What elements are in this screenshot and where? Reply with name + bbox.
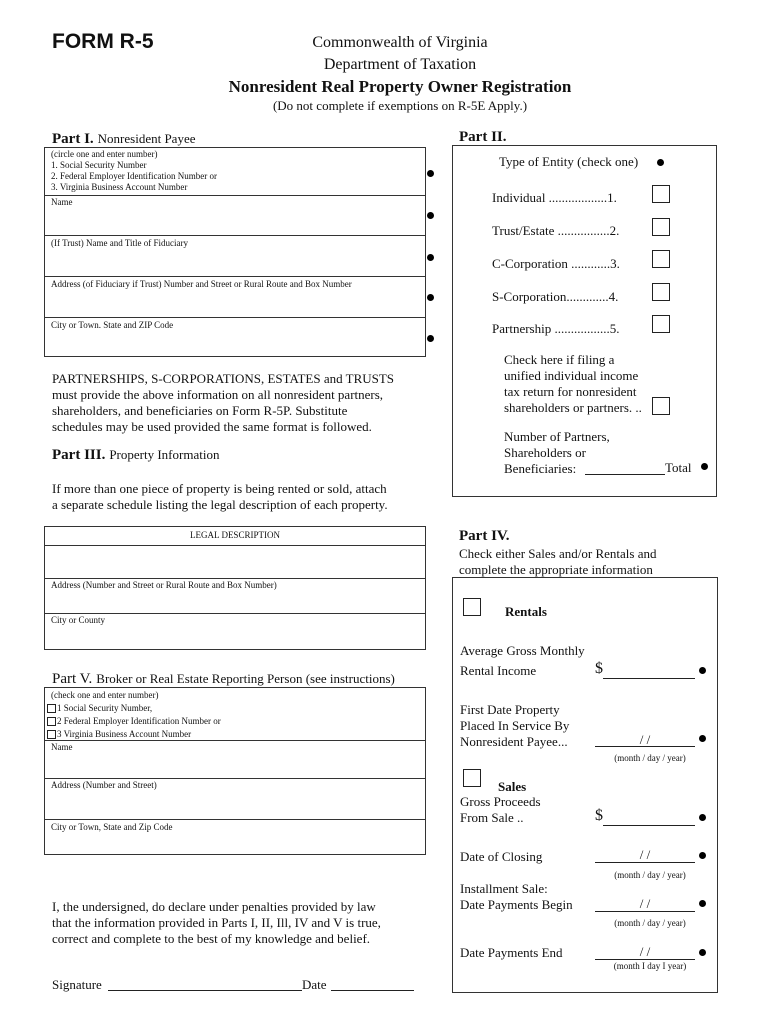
number-partners-line[interactable] [585,474,665,475]
entity-individual-label: Individual ..................1. [492,190,617,205]
declaration-text: I, the undersigned, do declare under penalties provided by law that the information provided in Parts I, II, Ill, IV and V is true, correct and complete to the best of my knowledge and belief. [52,899,381,946]
rental-income-line[interactable] [603,678,695,679]
payee-address-field[interactable]: Address (of Fiduciary if Trust) Number and Street or Rural Route and Box Number [51,279,352,289]
bullet [427,212,434,219]
partnership-note: PARTNERSHIPS, S-CORPORATIONS, ESTATES and TRUSTS must provide the above information on all nonresident partners, shareholders, and beneficiaries on Form R-5P. Substitute schedules may be used provided the same format is followed. [52,371,395,434]
entity-scorp-checkbox[interactable] [652,283,670,301]
payee-city-field[interactable]: City or Town. State and ZIP Code [51,320,174,330]
bullet [701,463,708,470]
entity-individual-checkbox[interactable] [652,185,670,203]
broker-name-field[interactable]: Name [51,742,73,752]
closing-date-hint: (month / day / year) [614,870,686,880]
fiduciary-field[interactable]: (If Trust) Name and Title of Fiduciary [51,238,188,248]
signature-line[interactable] [108,990,302,991]
bullet [699,852,706,859]
payments-end-line[interactable] [595,959,695,960]
broker-option-1-checkbox[interactable] [47,704,56,713]
entity-ccorp-checkbox[interactable] [652,250,670,268]
first-date-hint: (month / day / year) [614,753,686,763]
part4-box [452,577,718,993]
closing-date-label: Date of Closing [460,849,543,864]
broker-option-2-label: 2 Federal Employer Identification Number or [57,716,221,726]
broker-option-2-checkbox[interactable] [47,717,56,726]
part2-entity-box [452,145,717,497]
broker-option-3-label: 3 Virginia Business Account Number [57,729,192,739]
payments-end-label: Date Payments End [460,945,563,960]
closing-date-line[interactable] [595,862,695,863]
department-name: Department of Taxation [323,56,477,73]
entity-scorp-label: S-Corporation.............4. [492,289,619,304]
first-date-label: First Date Property Placed In Service By Nonresident Payee... [460,702,570,749]
broker-option-3-checkbox[interactable] [47,730,56,739]
first-date-slashes: / / [639,732,651,747]
broker-city-field[interactable]: City or Town, State and Zip Code [51,822,173,832]
gross-proceeds-line[interactable] [603,825,695,826]
number-partners-text: Number of Partners, Shareholders or Beneficiaries: [504,429,610,476]
payee-name-field[interactable]: Name [51,197,73,207]
bullet [427,335,434,342]
bullet [427,254,434,261]
broker-option-1-label: 1 Social Security Number, [57,703,153,713]
payments-end-hint: (month I day I year) [613,961,687,971]
broker-check-instructions: (check one and enter number) [51,690,159,700]
entity-type-label: Type of Entity (check one) [499,154,639,169]
entity-partnership-label: Partnership .................5. [492,321,620,336]
closing-date-slashes: / / [639,847,651,862]
gross-proceeds-label: Gross Proceeds From Sale .. [460,794,541,825]
property-address-field[interactable]: Address (Number and Street or Rural Route and Box Number) [51,580,277,590]
unified-return-checkbox[interactable] [652,397,670,415]
sales-dollar-sign: $ [595,807,603,824]
property-box [44,526,426,650]
entity-ccorp-label: C-Corporation ............3. [492,256,620,271]
first-date-line[interactable] [595,746,695,747]
broker-address-field[interactable]: Address (Number and Street) [51,780,157,790]
sales-label: Sales [498,779,527,794]
part3-heading: Part III. Property Information [52,447,220,463]
state-name: Commonwealth of Virginia [312,34,488,51]
part5-broker-box [44,687,426,855]
form-title: Nonresident Real Property Owner Registration [228,77,572,96]
rentals-checkbox[interactable] [463,598,481,616]
part4-instructions: Check either Sales and/or Rentals and complete the appropriate information [459,546,657,577]
part2-heading: Part II. [459,129,507,145]
date-label: Date [302,977,327,992]
unified-return-text: Check here if filing a unified individual income tax return for nonresident shareholders or partners. .. [504,352,642,415]
legal-description-field[interactable]: LEGAL DESCRIPTION [190,530,280,540]
signature-date-line[interactable] [331,990,414,991]
bullet [699,814,706,821]
payments-begin-hint: (month / day / year) [614,918,686,928]
signature-label: Signature [52,977,102,992]
bullet [699,900,706,907]
entity-partnership-checkbox[interactable] [652,315,670,333]
part3-instructions: If more than one piece of property is being rented or sold, attach a separate schedule listing the legal description of each property. [52,481,388,512]
entity-trust-checkbox[interactable] [652,218,670,236]
part4-heading: Part IV. [459,528,510,544]
bullet [699,667,706,674]
payments-begin-slashes: / / [639,896,651,911]
entity-trust-label: Trust/Estate ................2. [492,223,620,238]
form-subtitle: (Do not complete if exemptions on R-5E Apply.) [272,98,528,113]
installment-label: Installment Sale: Date Payments Begin [460,881,573,912]
total-label: Total [665,460,692,475]
avg-rent-label: Average Gross Monthly Rental Income [460,643,585,678]
bullet [657,159,664,166]
property-county-field[interactable]: City or County [51,615,106,625]
part1-heading: Part I. Nonresident Payee [52,131,196,147]
part5-heading: Part V. Broker or Real Estate Reporting Person (see instructions) [52,671,395,687]
rent-dollar-sign: $ [595,660,603,677]
payments-end-slashes: / / [639,944,651,959]
payee-id-instructions: (circle one and enter number) 1. Social Security Number 2. Federal Employer Identification Number or 3. Virginia Business Account Number [51,149,217,192]
bullet [699,735,706,742]
bullet [427,294,434,301]
form-id: FORM R-5 [52,30,154,53]
part1-payee-box [44,147,426,357]
bullet [427,170,434,177]
bullet [699,949,706,956]
payments-begin-line[interactable] [595,911,695,912]
rentals-label: Rentals [505,604,547,619]
sales-checkbox[interactable] [463,769,481,787]
